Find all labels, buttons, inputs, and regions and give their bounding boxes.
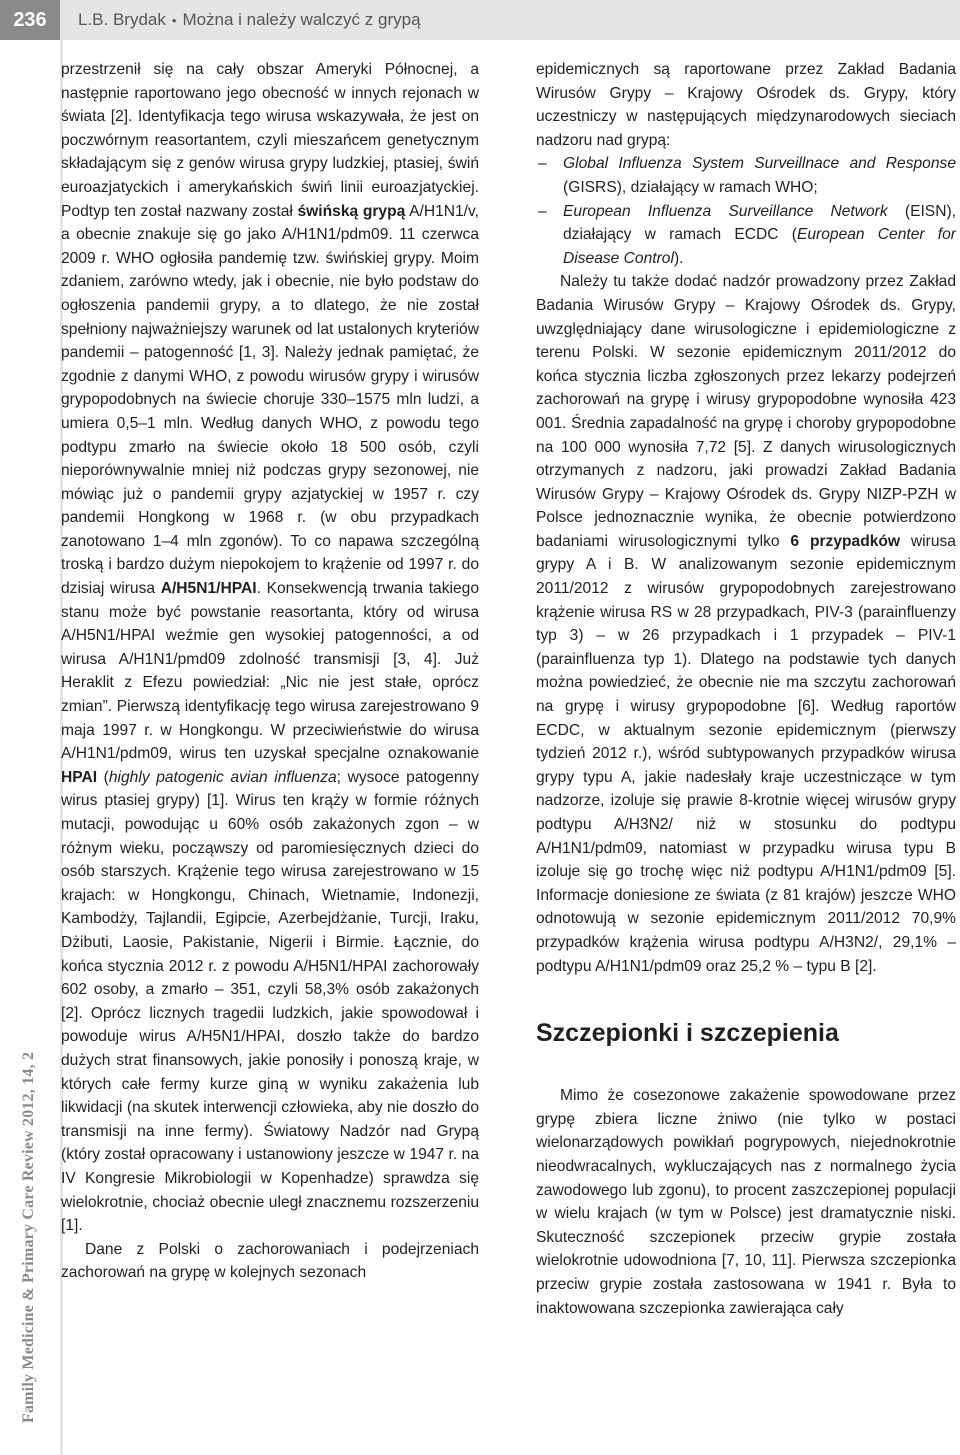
page-number: 236 xyxy=(0,0,60,40)
surveillance-network-list xyxy=(536,152,956,270)
right-column xyxy=(536,58,956,1320)
list-item: – European Influenza Surveillance Network (EISN), działający w ramach ECDC (European Center for Disease Control). xyxy=(536,200,956,271)
list-item: – Global Influenza System Surveillnace and Response (GISRS), działający w ramach WHO; xyxy=(536,152,956,199)
right-paragraph-2: Należy tu także dodać nadzór prowadzony przez Zakład Badania Wirusów Grypy – Krajowy Ośrodek ds. Grypy, uwzględniający dane wirusologiczne i epidemiologiczne z terenu Polski. W sezonie epidemicznym 2011/2012 do końca stycznia liczba zgłoszonych przez lekarzy podejrzeń zachorowań na grypę i wirusy grypopodobne wynosiła 423 001. Średnia zapadalność na grypę i choroby grypopodobne na 100 000 wynosiła 7,72 [5]. Z danych wirusologicznych otrzymanych z nadzoru, jaki prowadzi Zakład Badania Wirusów Grypy – Krajowy Ośrodek ds. Grypy NIZP-PZH w Polsce jednoznacznie wynika, że obecnie potwierdzono badaniami wirusologicznymi tylko 6 przypadków wirusa grypy A i B. W analizowanym sezonie epidemicznym 2011/2012 z wirusów grypopodobnych zarejestrowano krążenie wirusa RS w 28 przypadkach, PIV-3 (parainfluenzy typ 3) – w 26 przypadkach i 1 przypadek – PIV-1 (parainfluenza typ 1). Dlatego na podstawie tych danych można powiedzieć, że obecnie nie ma szczytu zachorowań na grypę i wirusy grypopodobne [6]. Według raportów ECDC, w aktualnym sezonie epidemicznym (pierwszy tydzień 2012 r.), wśród subtypowanych przypadków wirusa grypy typu A, jakie nadesłały kraje uczestniczące w tym nadzorze, izoluje się prawie 8-krotnie więcej wirusów grypy podtypu A/H3N2/ niż w stosunku do podtypu A/H1N1/pdm09, natomiast w przypadku wirusa typu B izoluje się go trochę więc niż podtypu A/H1N1/pdm09 [5]. Informacje doniesione ze świata (z 81 krajów) jeszcze WHO odnotowują w sezonie epidemicznym 2011/2012 70,9% przypadków krążenia wirusa podtypu A/H3N2/, 29,1% – podtypu A/H1N1/pdm09 oraz 25,2 % – typu B [2]. xyxy=(536,273,956,975)
journal-name-vertical: Family Medicine & Primary Care Review 2012, 14, 2 xyxy=(20,1051,37,1423)
side-band xyxy=(0,40,63,1455)
header-article-title: Można i należy walczyć z grypą xyxy=(182,10,421,29)
left-paragraph-2: Dane z Polski o zachorowaniach i podejrzeniach zachorowań na grypę w kolejnych sezonach xyxy=(61,1240,479,1282)
right-paragraph-3: Mimo że cosezonowe zakażenie spowodowane przez grypę zbiera liczne żniwo (nie tylko w postaci wielonarządowych powikłań pogrypowych, niejednokrotnie nieodwracalnych, wykluczających nas z normalnego życia zawodowego lub zgonu), to procent zaszczepionej populacji w wielu krajach (w tym w Polsce) jest dramatycznie niski. Skuteczność szczepionek przeciw grypie została wielokrotnie udowodniona [7, 10, 11]. Pierwsza szczepionka przeciw grypie została zastosowana w 1941 r. Była to inaktowowana szczepionka zawierająca cały xyxy=(536,1087,956,1317)
left-column xyxy=(61,58,479,1285)
right-paragraph-1: epidemicznych są raportowane przez Zakład Badania Wirusów Grypy – Krajowy Ośrodek ds. Grypy, który uczestniczy w następujących międzynarodowych sieciach nadzoru nad grypą: xyxy=(536,61,956,149)
section-heading: Szczepionki i szczepienia xyxy=(536,1019,839,1048)
header-authors: L.B. Brydak xyxy=(78,10,166,29)
left-paragraph-1: przestrzenił się na cały obszar Ameryki Północnej, a następnie raportowano jego obecność w innych rejonach w świata [2]. Identyfikacja tego wirusa wskazywała, że jest on poczwórnym reasortantem, czyli mieszańcem genetycznym składającym się z genów wirusa grypy ludzkiej, ptasiej, świń euroazjatyckich i amerykańskich świń linii euroazjatyckiej. Podtyp ten został nazwany został świńską grypą A/H1N1/v, a obecnie znakuje się go jako A/H1N1/pdm09. 11 czerwca 2009 r. WHO ogłosiła pandemię tzw. świńskiej grypy. Moim zdaniem, zarówno wtedy, jak i obecnie, nie było podstaw do ogłoszenia pandemii grypy, a to dlatego, że nie został spełniony najważniejszy warunek od lat ustalonych kryteriów pandemii – patogenność [1, 3]. Należy jednak pamiętać, że zgodnie z danymi WHO, z powodu wirusów grypy i wirusów grypopodobnych na świecie choruje 330–1575 mln ludzi, a umiera 0,5–1 mln. Według danych WHO, z powodu tego podtypu zmarło na świecie około 18 500 osób, czyli nieporównywalnie mniej niż podczas grypy sezonowej, nie mówiąc już o pandemii grypy azjatyckiej w 1957 r. czy pandemii Hongkong w 1968 r. (w obu przypadkach zanotowano 1–4 mln zgonów). To co napawa szczególną troską i bardzo dużym niepokojem to krążenie od 1997 r. do dzisiaj wirusa A/H5N1/HPAI. Konsekwencją trwania takiego stanu może być powstanie reasortanta, który od wirusa A/H5N1/HPAI weźmie gen wysokiej patogenności, a od wirusa A/H1N1/pmd09 zdolność transmisji [3, 4]. Już Heraklit z Efezu powiedział: „Nic nie jest stałe, oprócz zmian”. Pierwszą identyfikację tego wirusa zarejestrowano 9 maja 1997 r. w Hongkongu. W przeciwieństwie do wirusa A/H1N1/pdm09, wirus ten uzyskał specjalne oznakowanie HPAI (highly patogenic avian influenza; wysoce patogenny wirus ptasiej grypy) [1]. Wirus ten krąży w formie różnych mutacji, powodując u 60% osób zakażonych zgon – w różnym wieku, począwszy od paromiesięcznych dzieci do osób starszych. Krążenie tego wirusa zarejestrowano w 15 krajach: w Hongkongu, Chinach, Wietnamie, Indonezji, Kambodży, Tajlandii, Egipcie, Azerbejdżanie, Turcji, Iraku, Dżibuti, Laosie, Pakistanie, Nigerii i Birmie. Łącznie, do końca stycznia 2012 r. z powodu A/H5N1/HPAI zachorowały 602 osoby, a zmarło – 351, czyli 58,3% osób zakażonych [2]. Oprócz licznych tragedii ludzkich, jakie spowodował i powoduje wirus A/H5N1/HPAI, doszło także do bardzo dużych strat finansowych, jakie ponosiły i ponoszą kraje, w których całe fermy kurze giną w wyniku zakażenia lub likwidacji (na skutek interwencji człowieka, aby nie doszło do transmisji na inne fermy). Światowy Nadzór nad Grypą (który został opracowany i ustanowiony jeszcze w 1947 r. na IV Kongresie Mikrobiologii w Kopenhadze) sprawdza się wielokrotnie, chociaż obecnie uległ znacznemu rozszerzeniu [1]. xyxy=(61,61,479,1235)
running-header xyxy=(60,0,960,40)
header-separator: • xyxy=(171,12,177,28)
